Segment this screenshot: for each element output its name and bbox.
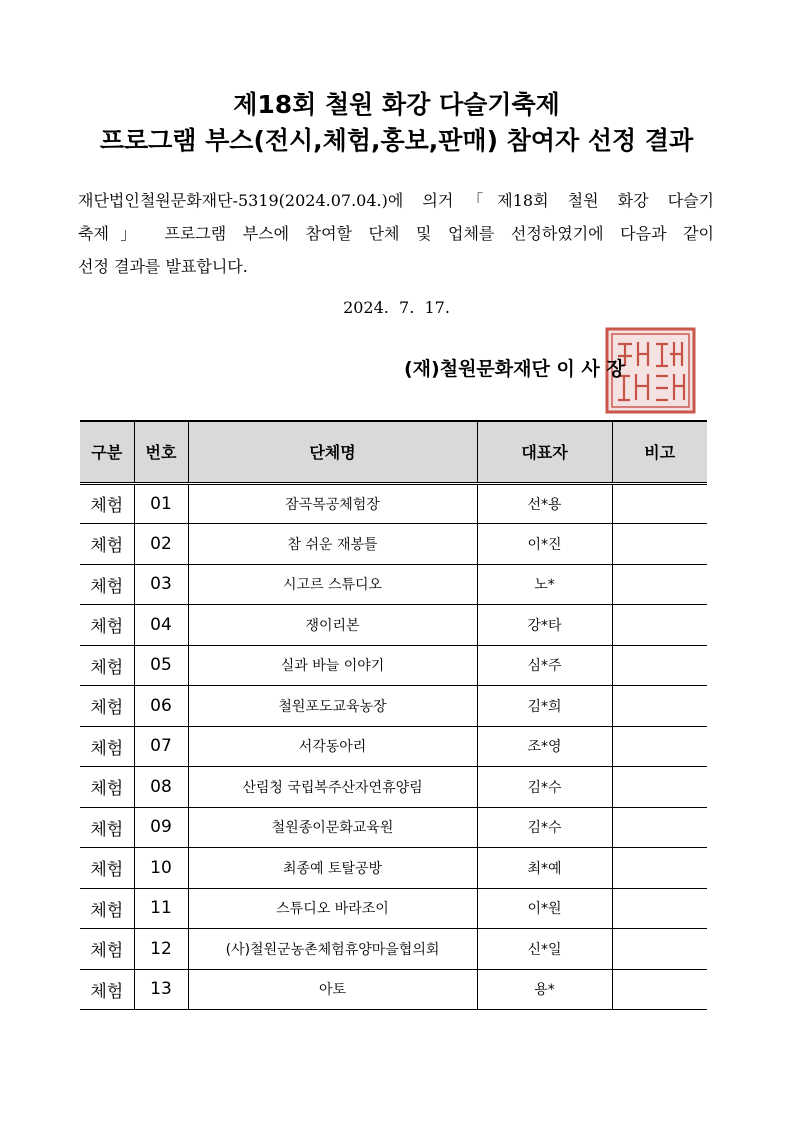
row-org-name: 산림청 국립복주산자연휴양림	[188, 767, 477, 808]
row-note	[612, 848, 707, 889]
row-note	[612, 969, 707, 1010]
row-org-name: 잠곡목공체험장	[188, 483, 477, 524]
row-org-name: 쟁이리본	[188, 605, 477, 646]
row-representative: 김*수	[477, 767, 612, 808]
row-category: 체험	[80, 767, 134, 808]
row-representative: 조*영	[477, 726, 612, 767]
row-note	[612, 483, 707, 524]
row-representative: 김*희	[477, 686, 612, 727]
row-category: 체험	[80, 929, 134, 970]
table-row	[80, 564, 707, 605]
row-note	[612, 686, 707, 727]
row-category: 체험	[80, 645, 134, 686]
row-representative: 이*원	[477, 888, 612, 929]
row-representative: 용*	[477, 969, 612, 1010]
issuer-name: (재)철원문화재단 이 사 장	[404, 358, 625, 380]
table-row	[80, 929, 707, 970]
row-org-name: 시고르 스튜디오	[188, 564, 477, 605]
row-note	[612, 888, 707, 929]
row-representative: 최*예	[477, 848, 612, 889]
row-number: 06	[134, 686, 188, 727]
document-title: 제18회 철원 화강 다슬기축제	[233, 90, 560, 119]
row-org-name: 스튜디오 바라조이	[188, 888, 477, 929]
table-row	[80, 524, 707, 565]
table-row	[80, 726, 707, 767]
table-row	[80, 686, 707, 727]
issue-date: 2024. 7. 17.	[343, 298, 450, 317]
table-row	[80, 605, 707, 646]
row-note	[612, 605, 707, 646]
row-note	[612, 524, 707, 565]
table-row	[80, 483, 707, 524]
row-category: 체험	[80, 605, 134, 646]
row-representative: 심*주	[477, 645, 612, 686]
row-category: 체험	[80, 524, 134, 565]
announcement-body	[78, 184, 714, 283]
row-note	[612, 767, 707, 808]
row-org-name: 실과 바늘 이야기	[188, 645, 477, 686]
row-org-name: 서각동아리	[188, 726, 477, 767]
row-number: 07	[134, 726, 188, 767]
table-row	[80, 888, 707, 929]
row-representative: 이*진	[477, 524, 612, 565]
row-number: 09	[134, 807, 188, 848]
document-subtitle: 프로그램 부스(전시,체험,홍보,판매) 참여자 선정 결과	[99, 126, 694, 155]
row-org-name: 철원종이문화교육원	[188, 807, 477, 848]
row-number: 02	[134, 524, 188, 565]
announcement-line-1: 재단법인철원문화재단-5319(2024.07.04.)에 의거「제18회 철원 화강 다슬기	[78, 191, 714, 210]
announcement-line-2: 축제」 프로그램 부스에 참여할 단체 및 업체를 선정하였기에 다음과 같이	[78, 224, 714, 243]
row-category: 체험	[80, 807, 134, 848]
row-category: 체험	[80, 848, 134, 889]
row-org-name: 참 쉬운 재봉틀	[188, 524, 477, 565]
header-org-name: 단체명	[188, 421, 477, 483]
header-note: 비고	[612, 421, 707, 483]
table-row	[80, 807, 707, 848]
row-note	[612, 807, 707, 848]
row-representative: 선*용	[477, 483, 612, 524]
row-note	[612, 564, 707, 605]
row-org-name: (사)철원군농촌체험휴양마을협의회	[188, 929, 477, 970]
row-org-name: 최종예 토탈공방	[188, 848, 477, 889]
table-row	[80, 969, 707, 1010]
row-category: 체험	[80, 483, 134, 524]
row-note	[612, 929, 707, 970]
selection-results-table	[80, 420, 707, 1010]
table-header-row	[80, 421, 707, 483]
header-number: 번호	[134, 421, 188, 483]
row-number: 11	[134, 888, 188, 929]
row-representative: 노*	[477, 564, 612, 605]
row-number: 04	[134, 605, 188, 646]
table-row	[80, 848, 707, 889]
row-category: 체험	[80, 686, 134, 727]
row-category: 체험	[80, 888, 134, 929]
row-number: 01	[134, 483, 188, 524]
row-number: 08	[134, 767, 188, 808]
row-category: 체험	[80, 564, 134, 605]
row-number: 12	[134, 929, 188, 970]
row-category: 체험	[80, 726, 134, 767]
row-org-name: 철원포도교육농장	[188, 686, 477, 727]
row-representative: 신*일	[477, 929, 612, 970]
row-note	[612, 645, 707, 686]
row-note	[612, 726, 707, 767]
announcement-line-3: 선정 결과를 발표합니다.	[78, 257, 248, 276]
row-number: 05	[134, 645, 188, 686]
row-category: 체험	[80, 969, 134, 1010]
row-representative: 김*수	[477, 807, 612, 848]
row-number: 13	[134, 969, 188, 1010]
table-row	[80, 645, 707, 686]
row-number: 03	[134, 564, 188, 605]
row-representative: 강*타	[477, 605, 612, 646]
table-row	[80, 767, 707, 808]
header-category: 구분	[80, 421, 134, 483]
row-number: 10	[134, 848, 188, 889]
row-org-name: 아토	[188, 969, 477, 1010]
header-representative: 대표자	[477, 421, 612, 483]
